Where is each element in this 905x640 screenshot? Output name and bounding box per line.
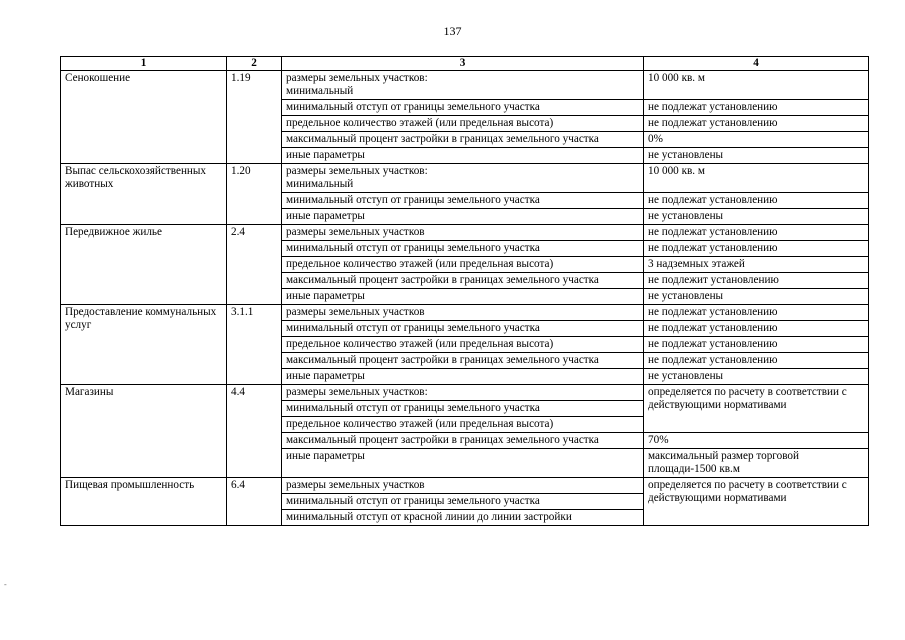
parameter-name: минимальный отступ от границы земельного участка (282, 241, 644, 257)
header-col-4: 4 (644, 57, 869, 71)
parameter-name: иные параметры (282, 369, 644, 385)
parameter-name: минимальный отступ от границы земельного участка (282, 321, 644, 337)
use-type-name: Пищевая промышленность (61, 478, 227, 526)
parameter-value: не подлежат установлению (644, 100, 869, 116)
table-row (61, 478, 869, 494)
page-number: 137 (443, 24, 462, 38)
use-type-name: Передвижное жилье (61, 225, 227, 305)
use-type-name: Выпас сельскохозяйственных животных (61, 164, 227, 225)
parameter-value: не установлены (644, 289, 869, 305)
use-type-code: 6.4 (227, 478, 282, 526)
parameter-value: максимальный размер торговой площади-1500 кв.м (644, 449, 869, 478)
parameter-name: максимальный процент застройки в границах земельного участка (282, 353, 644, 369)
header-row (61, 57, 869, 71)
parameter-value: не подлежат установлению (644, 305, 869, 321)
parameter-value: не подлежат установлению (644, 193, 869, 209)
parameter-name: иные параметры (282, 209, 644, 225)
parameter-value: 70% (644, 433, 869, 449)
parameter-value: не установлены (644, 148, 869, 164)
use-type-code: 1.19 (227, 71, 282, 164)
parameter-name: минимальный отступ от границы земельного участка (282, 401, 644, 417)
parameter-name: размеры земельных участков (282, 305, 644, 321)
parameter-name: размеры земельных участков: (282, 385, 644, 401)
parameter-name: предельное количество этажей (или предельная высота) (282, 116, 644, 132)
scan-mark: - (4, 580, 7, 589)
parameter-value: не подлежит установлению (644, 273, 869, 289)
regulations-table (60, 56, 869, 526)
parameter-name: предельное количество этажей (или предельная высота) (282, 257, 644, 273)
use-type-code: 1.20 (227, 164, 282, 225)
parameter-name: предельное количество этажей (или предельная высота) (282, 337, 644, 353)
parameter-name: иные параметры (282, 449, 644, 478)
parameter-value: не установлены (644, 209, 869, 225)
header-col-1: 1 (61, 57, 227, 71)
header-col-2: 2 (227, 57, 282, 71)
header-col-3: 3 (282, 57, 644, 71)
use-type-code: 2.4 (227, 225, 282, 305)
table-row (61, 164, 869, 193)
parameter-value: 0% (644, 132, 869, 148)
parameter-name: максимальный процент застройки в границах земельного участка (282, 433, 644, 449)
parameter-name: максимальный процент застройки в границах земельного участка (282, 273, 644, 289)
parameter-value: определяется по расчету в соответствии с действующими нормативами (644, 385, 869, 433)
parameter-name: размеры земельных участков (282, 225, 644, 241)
use-type-name: Магазины (61, 385, 227, 478)
parameter-value: не подлежат установлению (644, 337, 869, 353)
parameter-value: не подлежат установлению (644, 241, 869, 257)
parameter-value: 3 надземных этажей (644, 257, 869, 273)
parameter-name: минимальный отступ от границы земельного участка (282, 193, 644, 209)
parameter-value: не установлены (644, 369, 869, 385)
use-type-name: Предоставление коммунальных услуг (61, 305, 227, 385)
table-row (61, 305, 869, 321)
parameter-value: 10 000 кв. м (644, 164, 869, 193)
table-body (61, 71, 869, 526)
parameter-value: не подлежат установлению (644, 225, 869, 241)
use-type-code: 4.4 (227, 385, 282, 478)
parameter-name: размеры земельных участков: минимальный (282, 71, 644, 100)
use-type-code: 3.1.1 (227, 305, 282, 385)
use-type-name: Сенокошение (61, 71, 227, 164)
table-row (61, 71, 869, 100)
parameter-value: не подлежат установлению (644, 116, 869, 132)
parameter-name: минимальный отступ от границы земельного участка (282, 100, 644, 116)
parameter-name: предельное количество этажей (или предельная высота) (282, 417, 644, 433)
table-row (61, 225, 869, 241)
table-row (61, 385, 869, 401)
parameter-name: иные параметры (282, 148, 644, 164)
parameter-value: не подлежат установлению (644, 353, 869, 369)
parameter-value: не подлежат установлению (644, 321, 869, 337)
parameter-name: минимальный отступ от красной линии до линии застройки (282, 510, 644, 526)
parameter-name: максимальный процент застройки в границах земельного участка (282, 132, 644, 148)
parameter-name: минимальный отступ от границы земельного участка (282, 494, 644, 510)
parameter-name: иные параметры (282, 289, 644, 305)
parameter-name: размеры земельных участков (282, 478, 644, 494)
parameter-value: 10 000 кв. м (644, 71, 869, 100)
parameter-name: размеры земельных участков: минимальный (282, 164, 644, 193)
parameter-value: определяется по расчету в соответствии с действующими нормативами (644, 478, 869, 526)
